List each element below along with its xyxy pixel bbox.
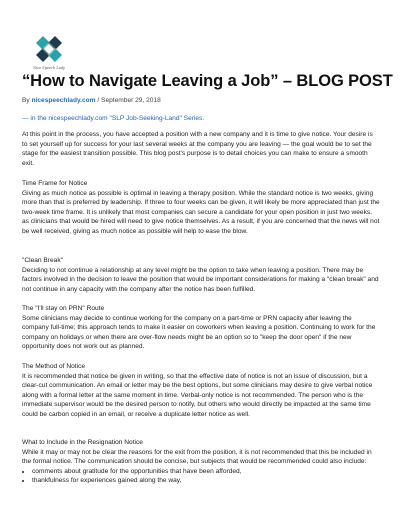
section-text: Giving as much notice as possible is optimal in leaving a therapy position. While the standard notice is two weeks, giving more than that is preferred by leadership. If three to four weeks can be given, it will likely be more appreciated than just the two-week time frame. It is unlikely that most companies can secure a candidate for your open position in just two weeks, as clinicians that would be hired will need to give notice themselves. As a result, if you are concerned that the news will not be well received, giving as much notice as possible will help to ease the blow. <box>22 189 380 235</box>
section-text: Deciding to not continue a relationship at any level might be the option to take when leaving a position. There may be factors involved in the decision to leave the position that would be important considerations for making a "clean break" and not continue in any capacity with the company after the notice has been fulfilled. <box>22 266 379 293</box>
section-text: It is recommended that notice be given in writing, so that the effective date of notice is not an issue of discussion, but a clear-cut communication. An email or letter may be the best options, but some clinicians may desire to give verbal notice along with a formal letter at the same moment in time. Verbal-only notice is not recommended. The person who is the immediate supervisor would be the desired person to notify, but others who would directly be impacted at the same time could be carbon copied in an email, or receive a duplicate letter notice as well. <box>22 372 373 418</box>
list-item: • thankfulness for experiences gained along the way, <box>32 476 380 486</box>
post-date: September 29, 2018 <box>101 97 161 104</box>
author-link[interactable]: nicespeechlady.com <box>31 97 96 104</box>
list-item: • comments about gratitude for the opportunities that have been afforded, <box>32 467 380 477</box>
section-heading: Time Frame for Notice <box>22 180 88 187</box>
dual-diamond-logo-icon <box>32 32 66 66</box>
section-text: While it may or may not be clear the reasons for the exit from the position, it is not recommended that this be included in the formal notice. The communication should be concise, but subjects that would be recommended could also include: <box>22 448 372 466</box>
byline-prefix: By <box>22 97 32 104</box>
logo-caption: Nice Speech Lady <box>32 66 66 70</box>
section-heading: The "I'll stay on PRN" Route <box>22 305 105 312</box>
byline-separator: / <box>95 97 102 104</box>
page-title: “How to Navigate Leaving a Job” – BLOG POST <box>22 72 393 90</box>
section-heading: What to Include in the Resignation Notice <box>22 439 143 446</box>
section-heading: "Clean Break" <box>22 257 63 264</box>
intro-text: At this point in the process, you have accepted a position with a new company and it is time to give notice. Your desire is to set yourself up for success for your last several weeks at the company you are leaving — the goal would be to set the stage for the easiest transition possible. This blog post's purpose is to detail choices you can make to ensure a smooth exit. <box>22 131 373 167</box>
byline <box>22 97 161 104</box>
section-heading: The Method of Notice <box>22 363 86 370</box>
recommendation-list <box>22 467 380 486</box>
series-note: — in the nicespeechlady.com "SLP Job-Seeking-Land" Series. <box>22 115 205 122</box>
section-resignation-contents <box>22 438 380 486</box>
section-text: Some clinicians may decide to continue working for the company on a part-time or PRN capacity after leaving the company full-time; this approach tends to make it easier on coworkers when leaving a position. Continuing to work for the company on holidays or when there are over-flow needs might be an option so to "keep the door open" if the new opportunity does not work out as planned. <box>22 314 376 351</box>
section-method-of-notice <box>22 362 380 420</box>
intro-paragraph <box>22 130 380 168</box>
section-prn-route <box>22 304 380 352</box>
section-clean-break <box>22 256 380 294</box>
section-time-frame <box>22 179 380 237</box>
